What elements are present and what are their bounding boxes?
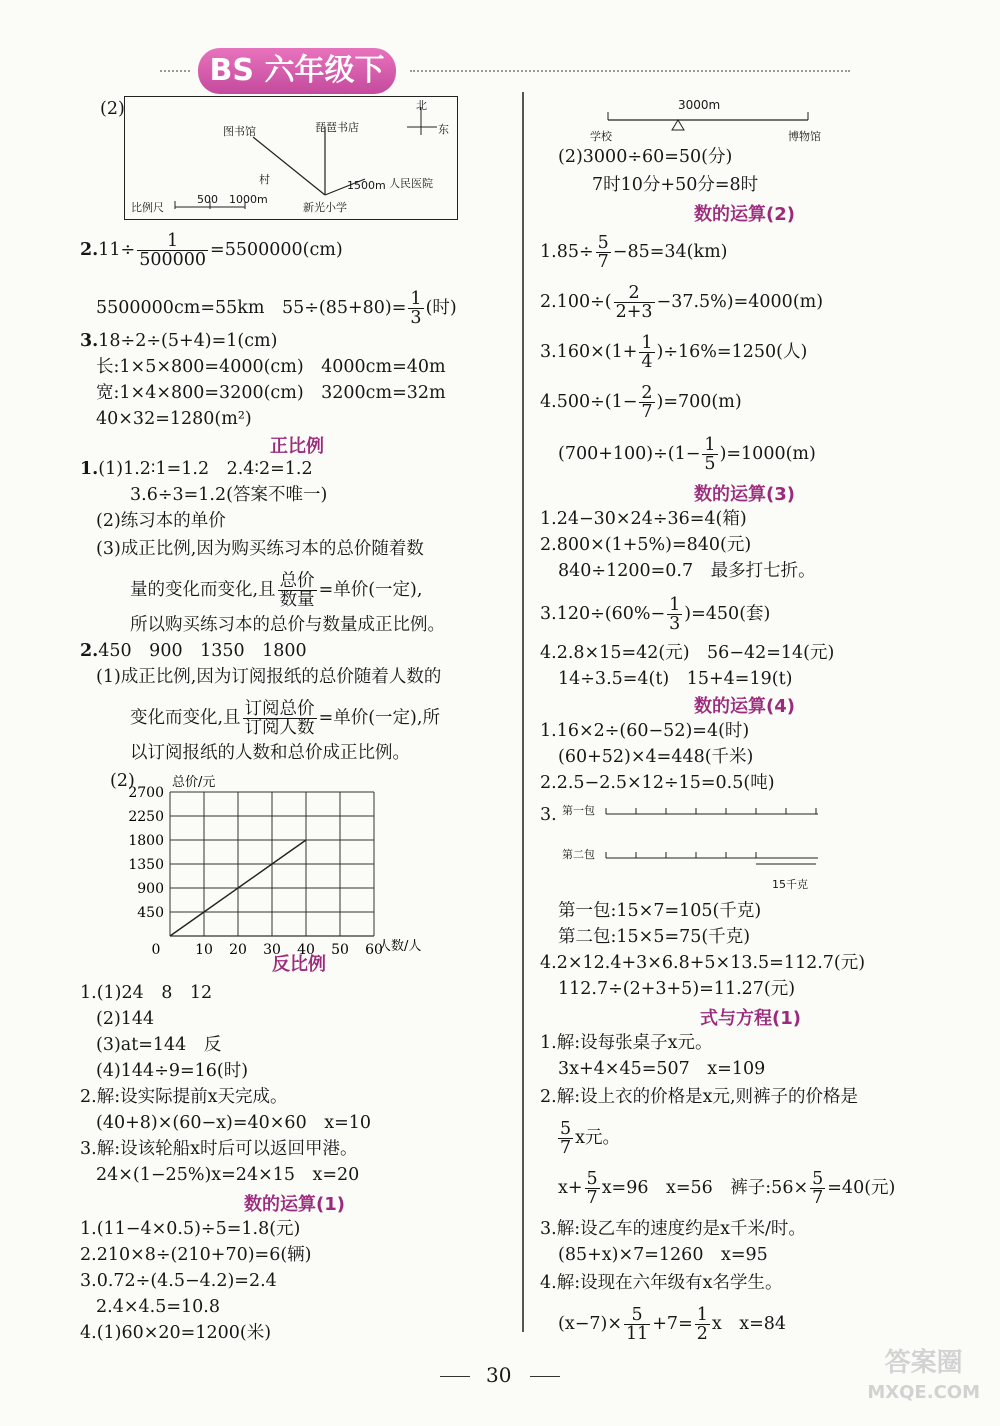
r1-line1: (2)3000÷60=50(分) [558,147,733,167]
f-line7: 3.解:设该轮船x时后可以返回甲港。 [80,1139,358,1159]
fraction: $\frac{1}{4}$ [641,333,653,372]
bag1-label: 第一包 [562,804,595,817]
fraction: $\frac{5}{7}$ [597,233,609,272]
z1-line6: 所以购买练习本的总价与数量成正比例。 [130,615,445,635]
x-tick-label: 50 [331,942,349,958]
y-tick-label: 2250 [128,809,164,825]
map-scale-mid: 500 [197,193,218,206]
z2-line3: 变化而变化,且 $\frac{\text{订阅总价}}{\text{订阅人数}}$ =单价(一定),所 [130,699,440,738]
diagram-to: 博物馆 [788,130,821,143]
f-line3: (3)at=144 反 [96,1035,222,1055]
s1-line8: 4.解:设现在六年级有x名学生。 [540,1273,783,1293]
section-title-ys3: 数的运算(3) [694,484,795,505]
s1-line5: x+ $\frac{5}{7}$ x=96 x=56 裤子:56× $\frac{5}{7}$ =40(元) [558,1169,896,1208]
z2-line1: 2.450 900 1350 1800 [80,641,307,661]
left-q2: 2.11÷ $\frac{1}{500000}$ =5500000(cm) [80,231,343,270]
map-figure [125,97,457,219]
map-school: 新光小学 [303,201,347,214]
f-line4: (4)144÷9=16(时) [96,1061,249,1081]
map-village: 村 [259,173,270,186]
s1-line6: 3.解:设乙车的速度约是x千米/时。 [540,1219,806,1239]
diagram-from: 学校 [590,130,612,143]
s1-line4: $\frac{5}{7}$ x元。 [560,1119,621,1158]
z1-line4: (3)成正比例,因为购买练习本的总价随着数 [96,539,424,559]
z2-line4: 以订阅报纸的人数和总价成正比例。 [130,743,410,763]
series-label: BS [209,53,255,88]
x-tick-label: 40 [297,942,315,958]
left-q3-line4: 40×32=1280(m²) [96,409,252,429]
map-library: 图书馆 [223,125,256,138]
fraction: $\frac{5}{11}$ [625,1305,649,1344]
y-axis-label: 总价/元 [172,775,216,790]
y3-line2: 2.800×(1+5%)=840(元) [540,535,752,555]
section-title-ys4: 数的运算(4) [694,696,795,717]
map-label: (2) [100,99,125,119]
fraction: $\frac{1}{3}$ [669,595,681,634]
diagram-distance: 3000m [678,98,721,112]
left-q3-line3: 宽:1×4×800=3200(cm) 3200cm=32m [96,383,446,403]
map-east: 东 [438,123,449,136]
y4-line7: 4.2×12.4+3×6.8+5×13.5=112.7(元) [540,953,866,973]
bag-diagram [560,800,840,896]
x-axis-label: 人数/人 [378,939,422,954]
x-tick-label: 10 [195,942,213,958]
y-tick-label: 450 [137,905,164,921]
y4-line3: 2.2.5−2.5×12÷15=0.5(吨) [540,773,775,793]
distance-line-diagram [588,98,848,142]
y2-q4b: (700+100)÷(1− $\frac{1}{5}$ )=1000(m) [558,435,816,474]
footer-dash-left [440,1376,470,1377]
z2-line2: (1)成正比例,因为订阅报纸的总价随着人数的 [96,667,442,687]
z2-line5: (2) [110,771,135,791]
z1-line3: (2)练习本的单价 [96,511,226,531]
footer-dash-right [530,1376,560,1377]
page-number: 30 [486,1363,512,1387]
fraction: $\frac{5}{7}$ [586,1169,598,1208]
y3-line4: 3.120÷(60%− $\frac{1}{3}$ )=450(套) [540,595,771,634]
fraction: $\frac{1}{2}$ [696,1305,708,1344]
f-line2: (2)144 [96,1009,155,1029]
y4-line1: 1.16×2÷(60−52)=4(时) [540,721,750,741]
s1-line2: 3x+4×45=507 x=109 [558,1059,766,1079]
section-title-fan: 反比例 [272,954,326,975]
y1-line2: 2.210×8÷(210+70)=6(辆) [80,1245,312,1265]
header-rule-left [160,70,190,72]
y4-line6: 第二包:15×5=75(千克) [558,927,751,947]
y2-q2: 2.100÷( $\frac{2}{2+3}$ −37.5%)=4000(m) [540,283,824,322]
s1-line1: 1.解:设每张桌子x元。 [540,1033,713,1053]
y2-q3: 3.160×(1+ $\frac{1}{4}$ )÷16%=1250(人) [540,333,808,372]
map-box [124,96,458,220]
y3-line5: 4.2.8×15=42(元) 56−42=14(元) [540,643,835,663]
s1-line7: (85+x)×7=1260 x=95 [558,1245,768,1265]
f-line1: 1.(1)24 8 12 [80,983,213,1003]
column-divider [522,92,524,1332]
z1-line1: 1.(1)1.2∶1=1.2 2.4∶2=1.2 [80,459,313,479]
watermark-logo: 答案圈 MXQE.COM [867,1348,980,1403]
y3-line6: 14÷3.5=4(t) 15+4=19(t) [558,669,793,689]
y2-q1: 1.85÷ $\frac{5}{7}$ −85=34(km) [540,233,728,272]
z1-line2: 3.6÷3=1.2(答案不唯一) [130,485,328,505]
section-title-zheng: 正比例 [270,436,324,457]
y1-line3: 3.0.72÷(4.5−4.2)=2.4 [80,1271,277,1291]
y4-line2: (60+52)×4=448(千米) [558,747,754,767]
bag-note: 15千克 [772,878,808,891]
header-rule-right [410,70,850,72]
y-tick-label: 1800 [128,833,164,849]
y4-line5: 第一包:15×7=105(千克) [558,901,762,921]
fraction: $\frac{\text{总价}}{\text{数量}}$ [279,571,315,610]
x-tick-label: 60 [365,942,383,958]
y1-line4: 2.4×4.5=10.8 [96,1297,220,1317]
f-line6: (40+8)×(60−x)=40×60 x=10 [96,1113,372,1133]
map-bookstore: 琵琶书店 [315,121,359,134]
fraction: $\frac{1}{5}$ [704,435,716,474]
y1-line5: 4.(1)60×20=1200(米) [80,1323,272,1343]
y4-line4: 3. [540,805,557,825]
f-line8: 24×(1−25%)x=24×15 x=20 [96,1165,360,1185]
grade-badge [198,48,396,94]
z1-line5: 量的变化而变化,且 $\frac{\text{总价}}{\text{数量}}$ =单价(一定), [130,571,423,610]
fraction: $\frac{5}{7}$ [560,1119,572,1158]
y3-line3: 840÷1200=0.7 最多打七折。 [558,561,816,581]
y-tick-label: 900 [137,881,164,897]
fraction: $\frac{2}{7}$ [641,383,653,422]
fraction: $\frac{1}{3}$ [410,289,422,328]
x-tick-label: 20 [229,942,247,958]
y2-q4: 4.500÷(1− $\frac{2}{7}$ )=700(m) [540,383,742,422]
left-q3-line1: 3.18÷2÷(5+4)=1(cm) [80,331,278,351]
map-north: 北 [416,99,427,112]
fraction: $\frac{2}{2+3}$ [615,283,653,322]
left-q3-line2: 长:1×5×800=4000(cm) 4000cm=40m [96,357,446,377]
map-scale-end: 1000m [229,193,268,206]
s1-line3: 2.解:设上衣的价格是x元,则裤子的价格是 [540,1087,859,1107]
y-tick-label: 1350 [128,857,164,873]
s1-line9: (x−7)× $\frac{5}{11}$ +7= $\frac{1}{2}$ x x=84 [558,1305,787,1344]
fraction: $\frac{\text{订阅总价}}{\text{订阅人数}}$ [244,699,315,738]
y-tick-label: 2700 [128,785,164,801]
left-q2b: 5500000cm=55km 55÷(85+80)= $\frac{1}{3}$ (时) [96,289,457,328]
x-tick-label: 30 [263,942,281,958]
grade-label: 六年级下 [264,53,385,88]
section-title-ys2: 数的运算(2) [694,204,795,225]
bag2-label: 第二包 [562,848,595,861]
r1-line2: 7时10分+50分=8时 [592,175,759,195]
map-dist: 1500m [347,179,386,192]
y3-line1: 1.24−30×24÷36=4(箱) [540,509,747,529]
section-title-ys1: 数的运算(1) [244,1194,345,1215]
y4-line8: 112.7÷(2+3+5)=11.27(元) [558,979,796,999]
map-hospital: 人民医院 [389,177,433,190]
map-scale-label: 比例尺 [131,201,164,214]
proportion-line-chart [120,770,460,962]
section-title-sf1: 式与方程(1) [700,1008,801,1029]
fraction: $\frac{5}{7}$ [812,1169,824,1208]
f-line5: 2.解:设实际提前x天完成。 [80,1087,288,1107]
y1-line1: 1.(11−4×0.5)÷5=1.8(元) [80,1219,301,1239]
x-tick-label: 0 [151,942,161,958]
fraction: $\frac{1}{500000}$ [139,231,207,270]
